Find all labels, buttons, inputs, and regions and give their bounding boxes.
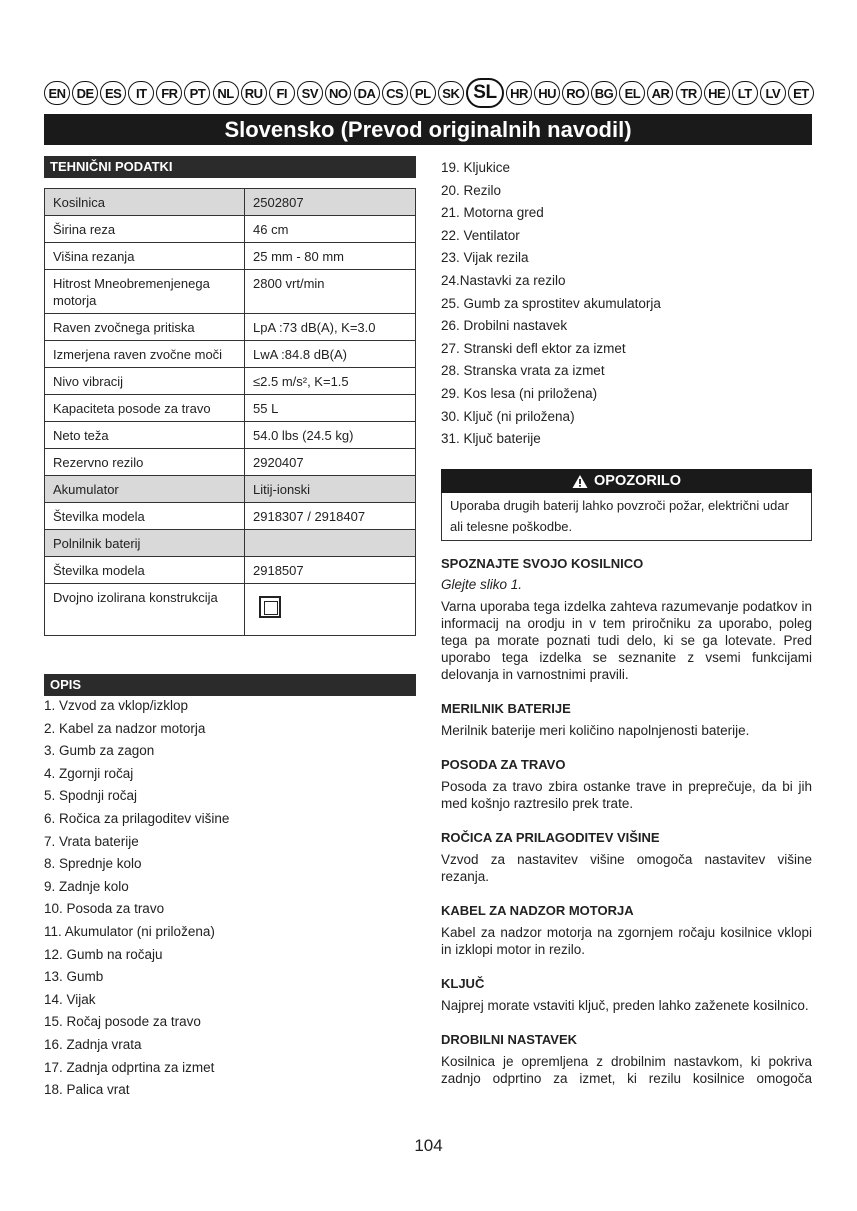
lang-lv: LV <box>760 81 786 105</box>
table-row <box>45 476 416 503</box>
spec-label: Neto teža <box>45 422 245 449</box>
feature-sections <box>441 556 812 1087</box>
list-item: 17. Zadnja odprtina za izmet <box>44 1059 215 1075</box>
table-row <box>45 503 416 530</box>
lang-pt: PT <box>184 81 210 105</box>
spec-label: Polnilnik baterij <box>45 530 245 557</box>
table-row <box>45 270 416 314</box>
table-row <box>45 584 416 636</box>
lang-sk: SK <box>438 81 464 105</box>
section-text: Najprej morate vstaviti ključ, preden lahko zaženete kosilnico. <box>441 998 809 1013</box>
spec-label: Hitrost Mneobremenjenega motorja <box>45 270 245 314</box>
lang-no: NO <box>325 81 352 105</box>
lang-ar: AR <box>647 81 673 105</box>
list-item: 24.Nastavki za rezilo <box>441 272 566 288</box>
lang-el: EL <box>619 81 645 105</box>
table-row <box>45 422 416 449</box>
lang-de: DE <box>72 81 98 105</box>
spec-label: Širina reza <box>45 216 245 243</box>
section-heading: ROČICA ZA PRILAGODITEV VIŠINE <box>441 830 660 845</box>
section-text: Merilnik baterije meri količino napolnjenosti baterije. <box>441 723 750 738</box>
list-item: 20. Rezilo <box>441 182 502 198</box>
section-heading: SPOZNAJTE SVOJO KOSILNICO <box>441 556 644 571</box>
list-item: 4. Zgornji ročaj <box>44 765 134 781</box>
spec-value: 2918307 / 2918407 <box>245 503 416 530</box>
section-heading: KLJUČ <box>441 976 485 991</box>
spec-label: Dvojno izolirana konstrukcija <box>45 584 245 636</box>
spec-value: 55 L <box>245 395 416 422</box>
list-item: 8. Sprednje kolo <box>44 856 142 872</box>
lang-fi: FI <box>269 81 295 105</box>
spec-value: 25 mm - 80 mm <box>245 243 416 270</box>
list-item: 15. Ročaj posode za travo <box>44 1014 201 1030</box>
lang-pl: PL <box>410 81 436 105</box>
table-row <box>45 243 416 270</box>
parts-list-continued <box>441 157 661 451</box>
table-row <box>45 395 416 422</box>
description-heading: OPIS <box>44 674 416 696</box>
spec-label: Akumulator <box>45 476 245 503</box>
list-item: 27. Stranski defl ektor za izmet <box>441 340 626 356</box>
lang-hu: HU <box>534 81 560 105</box>
lang-fr: FR <box>156 81 182 105</box>
lang-sl-active: SL <box>466 78 504 108</box>
spec-value: 2918507 <box>245 557 416 584</box>
table-row <box>45 557 416 584</box>
list-item: 14. Vijak <box>44 991 96 1007</box>
section-text: Vzvod za nastavitev višine omogoča nastavitev višine rezanja. <box>441 852 812 884</box>
list-item: 31. Ključ baterije <box>441 431 541 447</box>
lang-nl: NL <box>213 81 239 105</box>
list-item: 1. Vzvod za vklop/izklop <box>44 698 189 713</box>
figure-reference: Glejte sliko 1. <box>441 577 523 592</box>
list-item: 30. Ključ (ni priložena) <box>441 408 575 424</box>
list-item: 11. Akumulator (ni priložena) <box>44 923 215 939</box>
spec-value: LwA :84.8 dB(A) <box>245 341 416 368</box>
list-item: 22. Ventilator <box>441 227 520 243</box>
spec-label: Številka modela <box>45 503 245 530</box>
page-title: Slovensko (Prevod originalnih navodil) <box>44 114 812 145</box>
list-item: 6. Ročica za prilagoditev višine <box>44 810 230 826</box>
spec-value: 54.0 lbs (24.5 kg) <box>245 422 416 449</box>
lang-en: EN <box>44 81 70 105</box>
list-item: 13. Gumb <box>44 969 104 985</box>
list-item: 12. Gumb na ročaju <box>44 946 163 962</box>
spec-label: Rezervno rezilo <box>45 449 245 476</box>
table-row <box>45 368 416 395</box>
list-item: 3. Gumb za zagon <box>44 743 155 759</box>
language-bar <box>44 80 814 106</box>
spec-value: 46 cm <box>245 216 416 243</box>
spec-label: Nivo vibracij <box>45 368 245 395</box>
table-row <box>45 216 416 243</box>
section-text: Varna uporaba tega izdelka zahteva razumevanje podatkov in informacij na orodju in v tem priročniku za uporabo, poleg tega pa morate poznati tudi delo, ki se ga lotevate. Pred uporabo tega izdelka se seznanite z vsemi funkcijami delovanja in varnostnimi pravili. <box>441 599 812 682</box>
spec-value <box>245 584 416 636</box>
lang-hr: HR <box>506 81 532 105</box>
spec-value: LpA :73 dB(A), K=3.0 <box>245 314 416 341</box>
list-item: 28. Stranska vrata za izmet <box>441 363 605 379</box>
lang-cs: CS <box>382 81 408 105</box>
lang-da: DA <box>354 81 380 105</box>
section-text: Kosilnica je opremljena z drobilnim nastavkom, ki pokriva zadnjo odprtino za izmet, ki rezilu kosilnice omogoča <box>441 1054 812 1086</box>
spec-label: Višina rezanja <box>45 243 245 270</box>
spec-label: Številka modela <box>45 557 245 584</box>
spec-value <box>245 530 416 557</box>
table-row <box>45 449 416 476</box>
spec-value: 2502807 <box>245 189 416 216</box>
table-row <box>45 341 416 368</box>
spec-value: 2920407 <box>245 449 416 476</box>
lang-et: ET <box>788 81 814 105</box>
section-text: Kabel za nadzor motorja na zgornjem ročaju kosilnice vklopi in izklopi motor in rezilo. <box>441 925 812 957</box>
list-item: 10. Posoda za travo <box>44 901 165 917</box>
warning-triangle-icon <box>572 474 588 489</box>
list-item: 26. Drobilni nastavek <box>441 318 568 334</box>
list-item: 19. Kljukice <box>441 160 511 175</box>
list-item: 2. Kabel za nadzor motorja <box>44 720 206 736</box>
lang-he: HE <box>704 81 730 105</box>
spec-label: Raven zvočnega pritiska <box>45 314 245 341</box>
parts-list <box>44 695 229 1102</box>
warning-label: OPOZORILO <box>594 473 681 489</box>
lang-ro: RO <box>562 81 589 105</box>
list-item: 7. Vrata baterije <box>44 833 139 849</box>
list-item: 9. Zadnje kolo <box>44 878 129 894</box>
warning-text: Uporaba drugih baterij lahko povzroči požar, električni udar ali telesne poškodbe. <box>441 493 812 541</box>
tech-data-heading: TEHNIČNI PODATKI <box>44 156 416 178</box>
list-item: 16. Zadnja vrata <box>44 1036 142 1052</box>
table-row <box>45 314 416 341</box>
lang-ru: RU <box>241 81 267 105</box>
lang-bg: BG <box>591 81 618 105</box>
list-item: 21. Motorna gred <box>441 205 544 221</box>
spec-label: Kapaciteta posode za travo <box>45 395 245 422</box>
spec-label: Izmerjena raven zvočne moči <box>45 341 245 368</box>
section-heading: KABEL ZA NADZOR MOTORJA <box>441 903 634 918</box>
section-heading: DROBILNI NASTAVEK <box>441 1032 578 1047</box>
section-heading: MERILNIK BATERIJE <box>441 701 571 716</box>
list-item: 23. Vijak rezila <box>441 250 529 266</box>
list-item: 18. Palica vrat <box>44 1082 130 1098</box>
warning-heading <box>441 469 812 493</box>
lang-it: IT <box>128 81 154 105</box>
tech-data-table <box>44 188 416 636</box>
lang-lt: LT <box>732 81 758 105</box>
spec-value: Litij-ionski <box>245 476 416 503</box>
lang-tr: TR <box>676 81 702 105</box>
spec-value: 2800 vrt/min <box>245 270 416 314</box>
list-item: 5. Spodnji ročaj <box>44 788 138 804</box>
lang-sv: SV <box>297 81 323 105</box>
spec-value: ≤2.5 m/s², K=1.5 <box>245 368 416 395</box>
section-heading: POSODA ZA TRAVO <box>441 757 566 772</box>
double-insulation-icon <box>259 596 281 618</box>
page-number: 104 <box>414 1136 443 1155</box>
list-item: 29. Kos lesa (ni priložena) <box>441 385 598 401</box>
table-row <box>45 530 416 557</box>
table-row <box>45 189 416 216</box>
list-item: 25. Gumb za sprostitev akumulatorja <box>441 295 661 311</box>
spec-label: Kosilnica <box>45 189 245 216</box>
lang-es: ES <box>100 81 126 105</box>
section-text: Posoda za travo zbira ostanke trave in preprečuje, da bi jih med košnjo raztresilo prek trate. <box>441 779 812 811</box>
